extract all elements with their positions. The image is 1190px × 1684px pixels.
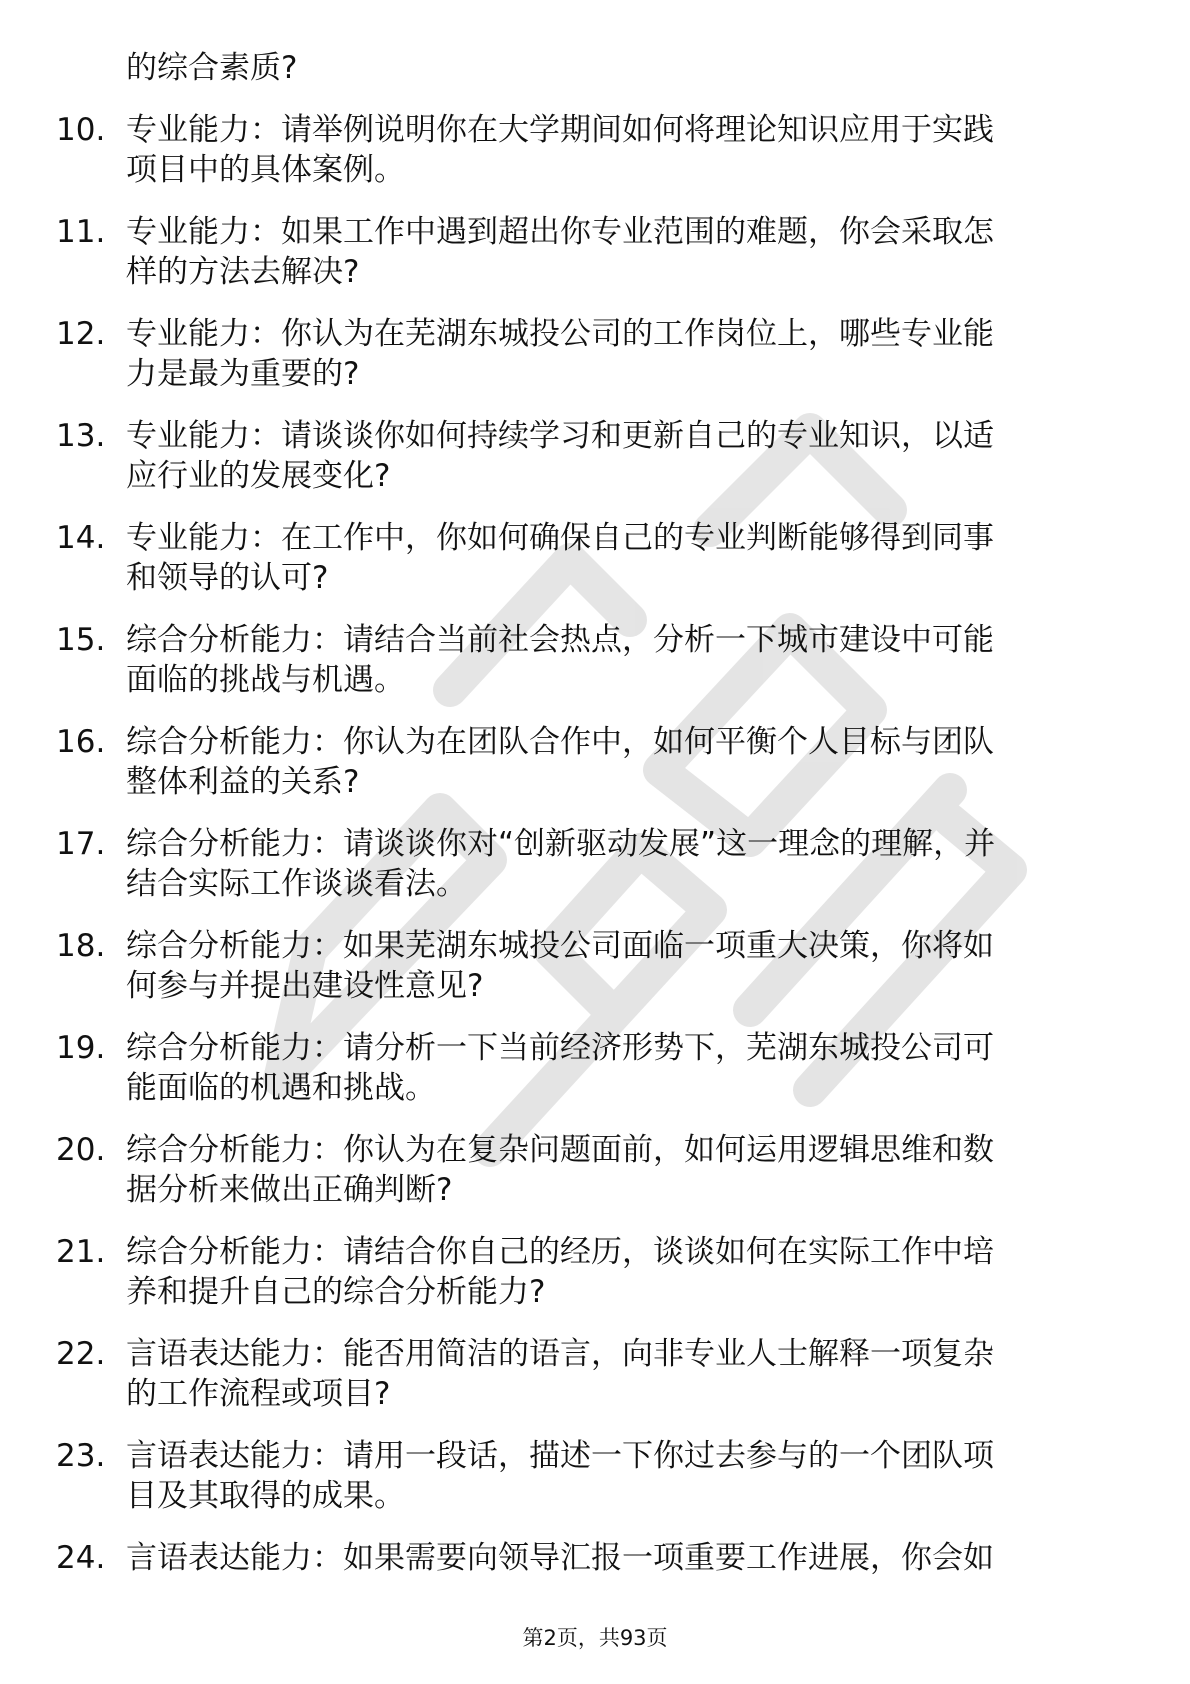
item-number: 17. <box>56 826 106 862</box>
item-text-line: 言语表达能力：请用一段话，描述一下你过去参与的一个团队项 <box>126 1438 994 1474</box>
item-text-line: 能面临的机遇和挑战。 <box>126 1070 436 1106</box>
item-text-line: 应行业的发展变化? <box>126 458 391 494</box>
item-text-line: 专业能力：请举例说明你在大学期间如何将理论知识应用于实践 <box>126 112 994 148</box>
list-item <box>56 314 1116 394</box>
question-list <box>56 48 1116 1600</box>
item-text-line: 据分析来做出正确判断? <box>126 1172 453 1208</box>
item-text-line: 综合分析能力：你认为在复杂问题面前，如何运用逻辑思维和数 <box>126 1132 994 1168</box>
item-text-line: 综合分析能力：请分析一下当前经济形势下，芜湖东城投公司可 <box>126 1030 994 1066</box>
list-item <box>56 1538 1116 1578</box>
item-text-line: 何参与并提出建设性意见? <box>126 968 484 1004</box>
item-number: 21. <box>56 1234 106 1270</box>
item-text-line: 言语表达能力：能否用简洁的语言，向非专业人士解释一项复杂 <box>126 1336 994 1372</box>
item-text-line: 力是最为重要的? <box>126 356 360 392</box>
item-number: 20. <box>56 1132 106 1168</box>
item-text-line: 结合实际工作谈谈看法。 <box>126 866 467 902</box>
list-item <box>56 1130 1116 1210</box>
list-item <box>56 1436 1116 1516</box>
item-text-line: 面临的挑战与机遇。 <box>126 662 405 698</box>
list-item <box>56 212 1116 292</box>
item-text-line: 的工作流程或项目? <box>126 1376 391 1412</box>
item-number: 10. <box>56 112 106 148</box>
item-text-line: 专业能力：你认为在芜湖东城投公司的工作岗位上，哪些专业能 <box>126 316 994 352</box>
item-number: 11. <box>56 214 106 250</box>
item-number: 12. <box>56 316 106 352</box>
item-number: 13. <box>56 418 106 454</box>
item-number: 15. <box>56 622 106 658</box>
item-text-line: 养和提升自己的综合分析能力? <box>126 1274 546 1310</box>
item-text-line: 专业能力：请谈谈你如何持续学习和更新自己的专业知识，以适 <box>126 418 994 454</box>
item-text-line: 综合分析能力：请谈谈你对“创新驱动发展”这一理念的理解，并 <box>126 826 996 862</box>
list-item <box>56 722 1116 802</box>
item-text-line: 综合分析能力：请结合你自己的经历，谈谈如何在实际工作中培 <box>126 1234 994 1270</box>
item-number: 16. <box>56 724 106 760</box>
item-text-line: 综合分析能力：请结合当前社会热点，分析一下城市建设中可能 <box>126 622 994 658</box>
item-number: 19. <box>56 1030 106 1066</box>
list-item <box>56 620 1116 700</box>
list-item <box>56 110 1116 190</box>
page-footer: 第2页，共93页 <box>522 1626 668 1650</box>
item-number: 14. <box>56 520 106 556</box>
item-number: 22. <box>56 1336 106 1372</box>
list-item <box>56 1028 1116 1108</box>
list-item <box>56 416 1116 496</box>
item-text-line: 言语表达能力：如果需要向领导汇报一项重要工作进展，你会如 <box>126 1540 994 1576</box>
list-item <box>56 926 1116 1006</box>
item-text-line: 综合分析能力：如果芜湖东城投公司面临一项重大决策，你将如 <box>126 928 994 964</box>
list-item <box>56 1232 1116 1312</box>
item-text-line: 和领导的认可? <box>126 560 329 596</box>
continued-text: 的综合素质? <box>126 50 298 86</box>
item-number: 24. <box>56 1540 106 1576</box>
item-text-line: 目及其取得的成果。 <box>126 1478 405 1514</box>
item-number: 18. <box>56 928 106 964</box>
list-item <box>56 824 1116 904</box>
item-text-line: 样的方法去解决? <box>126 254 360 290</box>
list-item <box>56 1334 1116 1414</box>
item-text-line: 整体利益的关系? <box>126 764 360 800</box>
list-item <box>56 518 1116 598</box>
item-text-line: 项目中的具体案例。 <box>126 152 405 188</box>
item-text-line: 专业能力：如果工作中遇到超出你专业范围的难题，你会采取怎 <box>126 214 994 250</box>
item-text-line: 专业能力：在工作中，你如何确保自己的专业判断能够得到同事 <box>126 520 994 556</box>
item-number: 23. <box>56 1438 106 1474</box>
item-text-line: 综合分析能力：你认为在团队合作中，如何平衡个人目标与团队 <box>126 724 994 760</box>
